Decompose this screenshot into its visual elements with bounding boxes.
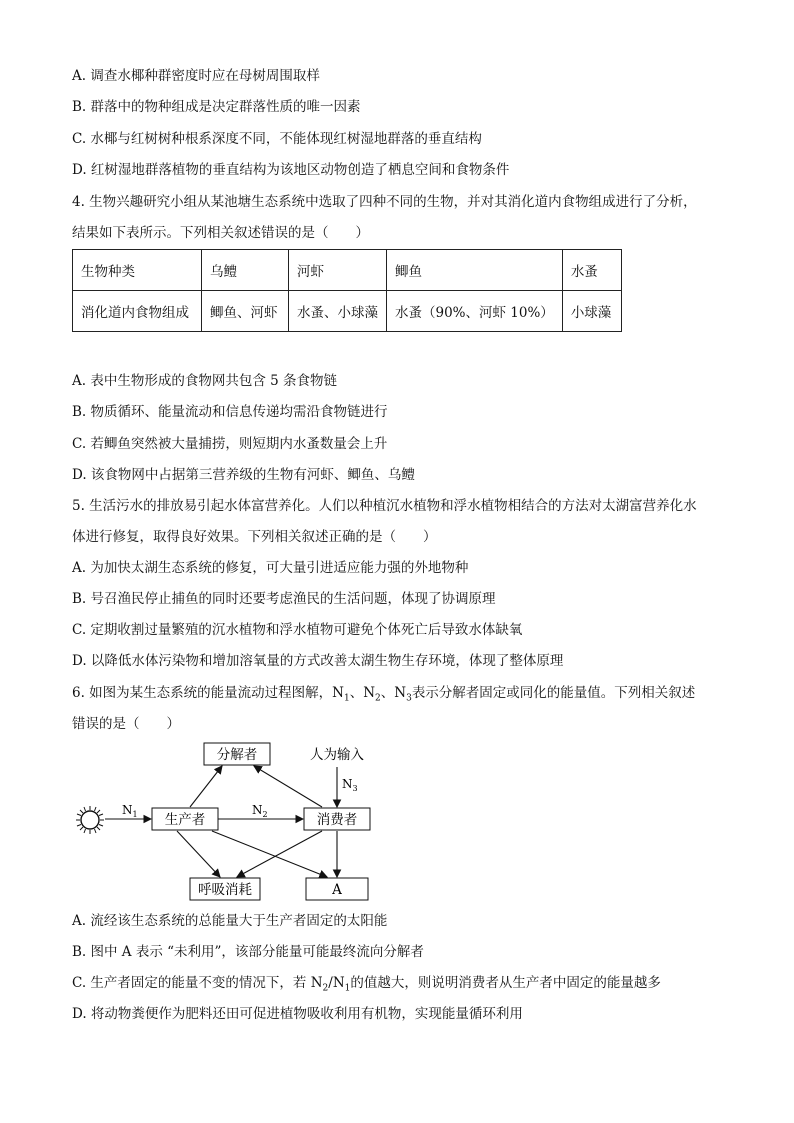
q3-option-a: A. 调查水椰种群密度时应在母树周围取样 bbox=[72, 68, 320, 84]
q3-option-c: C. 水椰与红树树种根系深度不同，不能体现红树湿地群落的垂直结构 bbox=[72, 131, 482, 147]
q4-option-c: C. 若鲫鱼突然被大量捕捞，则短期内水蚤数量会上升 bbox=[72, 436, 388, 452]
q6-option-c-pre: C. 生产者固定的能量不变的情况下，若 N bbox=[72, 975, 323, 991]
q6-stem-line1: 6. 如图为某生态系统的能量流动过程图解，$N_1$、$N_2$、$N_3$表示分解者固定或同化的能量值。下列相关叙述 bbox=[72, 685, 696, 704]
consumer-label: 消费者 bbox=[316, 812, 358, 828]
consumer-box bbox=[304, 808, 370, 830]
q6-stem-line2: 错误的是（ ） bbox=[72, 716, 180, 732]
a-label: A bbox=[332, 882, 342, 898]
q6-option-c: C. 生产者固定的能量不变的情况下，若 $N_2/N_1$的值越大，则说明消费者从生产者中固定的能量越多 bbox=[72, 975, 661, 994]
q4-option-d: D. 该食物网中占据第三营养级的生物有河虾、鲫鱼、乌鳢 bbox=[72, 467, 415, 483]
table-cell: 小球藻 bbox=[562, 291, 621, 332]
flow-arrows bbox=[105, 766, 337, 877]
table-cell: 鲫鱼、河虾 bbox=[202, 291, 289, 332]
table-cell: 水蚤（90%、河虾 10%） bbox=[387, 291, 563, 332]
respiration-label: 呼吸消耗 bbox=[198, 882, 252, 898]
producer-label: 生产者 bbox=[164, 812, 206, 828]
table-header-cell: 水蚤 bbox=[562, 250, 621, 291]
arrow-producer-decomposer bbox=[190, 766, 222, 807]
q6-stem-text-a: 6. 如图为某生态系统的能量流动过程图解，N bbox=[72, 685, 344, 701]
q4-stem-line2: 结果如下表所示。下列相关叙述错误的是（ ） bbox=[72, 225, 369, 241]
table-header-cell: 河虾 bbox=[289, 250, 387, 291]
table-cell: 水蚤、小球藻 bbox=[289, 291, 387, 332]
n3-label: $N_3$ bbox=[342, 777, 358, 793]
q3-option-d: D. 红树湿地群落植物的垂直结构为该地区动物创造了栖息空间和食物条件 bbox=[72, 162, 510, 178]
human-input-label: 人为输入 bbox=[310, 747, 364, 763]
q6-option-c-post: 的值越大，则说明消费者从生产者中固定的能量越多 bbox=[350, 975, 661, 991]
producer-box bbox=[152, 808, 218, 830]
q5-option-c: C. 定期收割过量繁殖的沉水植物和浮水植物可避免个体死亡后导致水体缺氧 bbox=[72, 622, 523, 638]
arrow-producer-respiration bbox=[177, 831, 220, 877]
q6-option-b: B. 图中 A 表示 “未利用”，该部分能量可能最终流向分解者 bbox=[72, 944, 424, 960]
q4-option-b: B. 物质循环、能量流动和信息传递均需沿食物链进行 bbox=[72, 404, 388, 420]
table-header-row bbox=[73, 250, 622, 291]
table-header-cell: 乌鳢 bbox=[202, 250, 289, 291]
table-row bbox=[73, 291, 622, 332]
q6-option-a: A. 流经该生态系统的总能量大于生产者固定的太阳能 bbox=[72, 913, 388, 929]
q5-option-a: A. 为加快太湖生态系统的修复，可大量引进适应能力强的外地物种 bbox=[72, 560, 469, 576]
q4-stem-line1: 4. 生物兴趣研究小组从某池塘生态系统中选取了四种不同的生物，并对其消化道内食物组成进行了分析， bbox=[72, 194, 697, 210]
q5-option-d: D. 以降低水体污染物和增加溶氧量的方式改善太湖生物生存环境，体现了整体原理 bbox=[72, 653, 564, 669]
q4-option-a: A. 表中生物形成的食物网共包含 5 条食物链 bbox=[72, 373, 338, 389]
arrow-consumer-decomposer bbox=[254, 766, 322, 807]
table-header-cell: 鲫鱼 bbox=[387, 250, 563, 291]
respiration-box bbox=[190, 878, 260, 900]
n2-label: $N_2$ bbox=[252, 803, 268, 819]
q3-option-b: B. 群落中的物种组成是决定群落性质的唯一因素 bbox=[72, 99, 361, 115]
food-table bbox=[72, 249, 622, 332]
q5-stem-line1: 5. 生活污水的排放易引起水体富营养化。人们以种植沉水植物和浮水植物相结合的方法对太湖富营养化水 bbox=[72, 498, 697, 514]
decomposer-label: 分解者 bbox=[216, 747, 258, 763]
a-box bbox=[306, 878, 368, 900]
decomposer-box bbox=[204, 743, 270, 765]
sun-icon bbox=[76, 806, 104, 834]
q6-option-d: D. 将动物粪便作为肥料还田可促进植物吸收利用有机物，实现能量循环利用 bbox=[72, 1006, 523, 1022]
q6-stem-text-b: 表示分解者固定或同化的能量值。下列相关叙述 bbox=[411, 685, 696, 701]
energy-flow-diagram bbox=[72, 740, 392, 905]
q6-option-c-mid: /N bbox=[328, 975, 345, 991]
n1-label: $N_1$ bbox=[122, 803, 138, 819]
q5-option-b: B. 号召渔民停止捕鱼的同时还要考虑渔民的生活问题，体现了协调原理 bbox=[72, 591, 496, 607]
q5-stem-line2: 体进行修复，取得良好效果。下列相关叙述正确的是（ ） bbox=[72, 529, 437, 545]
table-header-cell: 生物种类 bbox=[73, 250, 202, 291]
table-row-label: 消化道内食物组成 bbox=[73, 291, 202, 332]
